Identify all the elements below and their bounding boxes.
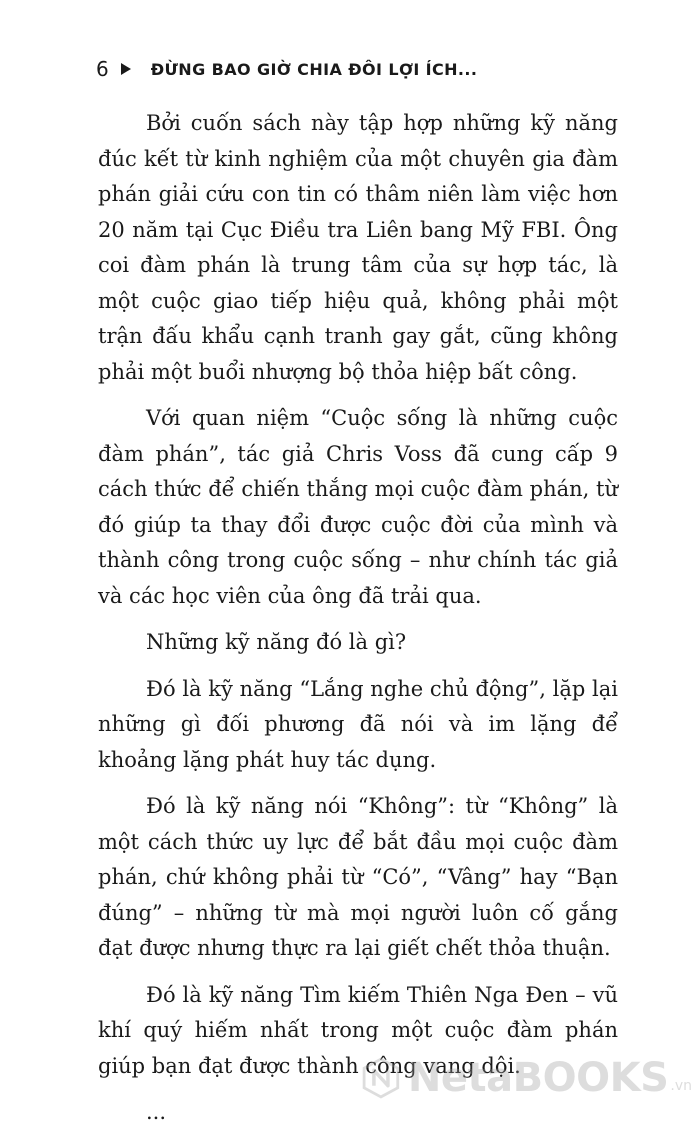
watermark — [362, 1046, 692, 1110]
running-title: ĐỪNG BAO GIỜ CHIA ĐÔI LỢI ÍCH... — [150, 59, 478, 79]
paragraph-4: Đó là kỹ năng “Lắng nghe chủ động”, lặp lại những gì đối phương đã nói và im lặng để khoảng lặng phát huy tác dụng. — [98, 676, 618, 772]
paragraph-1: Bởi cuốn sách này tập hợp những kỹ năng đúc kết từ kinh nghiệm của một chuyên gia đàm phán giải cứu con tin có thâm niên làm việc hơn 20 năm tại Cục Điều tra Liên bang Mỹ FBI. Ông coi đàm phán là trung tâm của sự hợp tác, là một cuộc giao tiếp hiệu quả, không phải một trận đấu khẩu cạnh tranh gay gắt, cũng không phải một buổi nhượng bộ thỏa hiệp bất công. — [98, 111, 618, 384]
neta-logo-icon — [362, 1049, 400, 1107]
paragraph-2: Với quan niệm “Cuộc sống là những cuộc đàm phán”, tác giả Chris Voss đã cung cấp 9 cách thức để chiến thắng mọi cuộc đàm phán, từ đó giúp ta thay đổi được cuộc đời của mình và thành công trong cuộc sống – như chính tác giả và các học viên của ông đã trải qua. — [98, 406, 618, 608]
watermark-brand: NetaBOOKS — [407, 1055, 669, 1101]
paragraph-5: Đó là kỹ năng nói “Không”: từ “Không” là một cách thức uy lực để bắt đầu mọi cuộc đàm phán, chứ không phải từ “Có”, “Vâng” hay “Bạn đúng” – những từ mà mọi người luôn cố gắng đạt được nhưng thực ra lại giết chết thỏa thuận. — [98, 794, 618, 960]
triangle-arrow-icon — [121, 63, 131, 75]
watermark-suffix: .vn — [670, 1078, 692, 1094]
running-head — [96, 54, 656, 84]
page-number: 6 — [96, 57, 109, 81]
paragraph-3: Những kỹ năng đó là gì? — [146, 630, 407, 654]
paragraph-6: Đó là kỹ năng Tìm kiếm Thiên Nga Đen – vũ khí quý hiếm nhất trong một cuộc đàm phán giúp bạn đạt được thành công vang dội. — [98, 982, 618, 1078]
body-text — [98, 106, 618, 1142]
ellipsis: ... — [146, 1100, 167, 1124]
